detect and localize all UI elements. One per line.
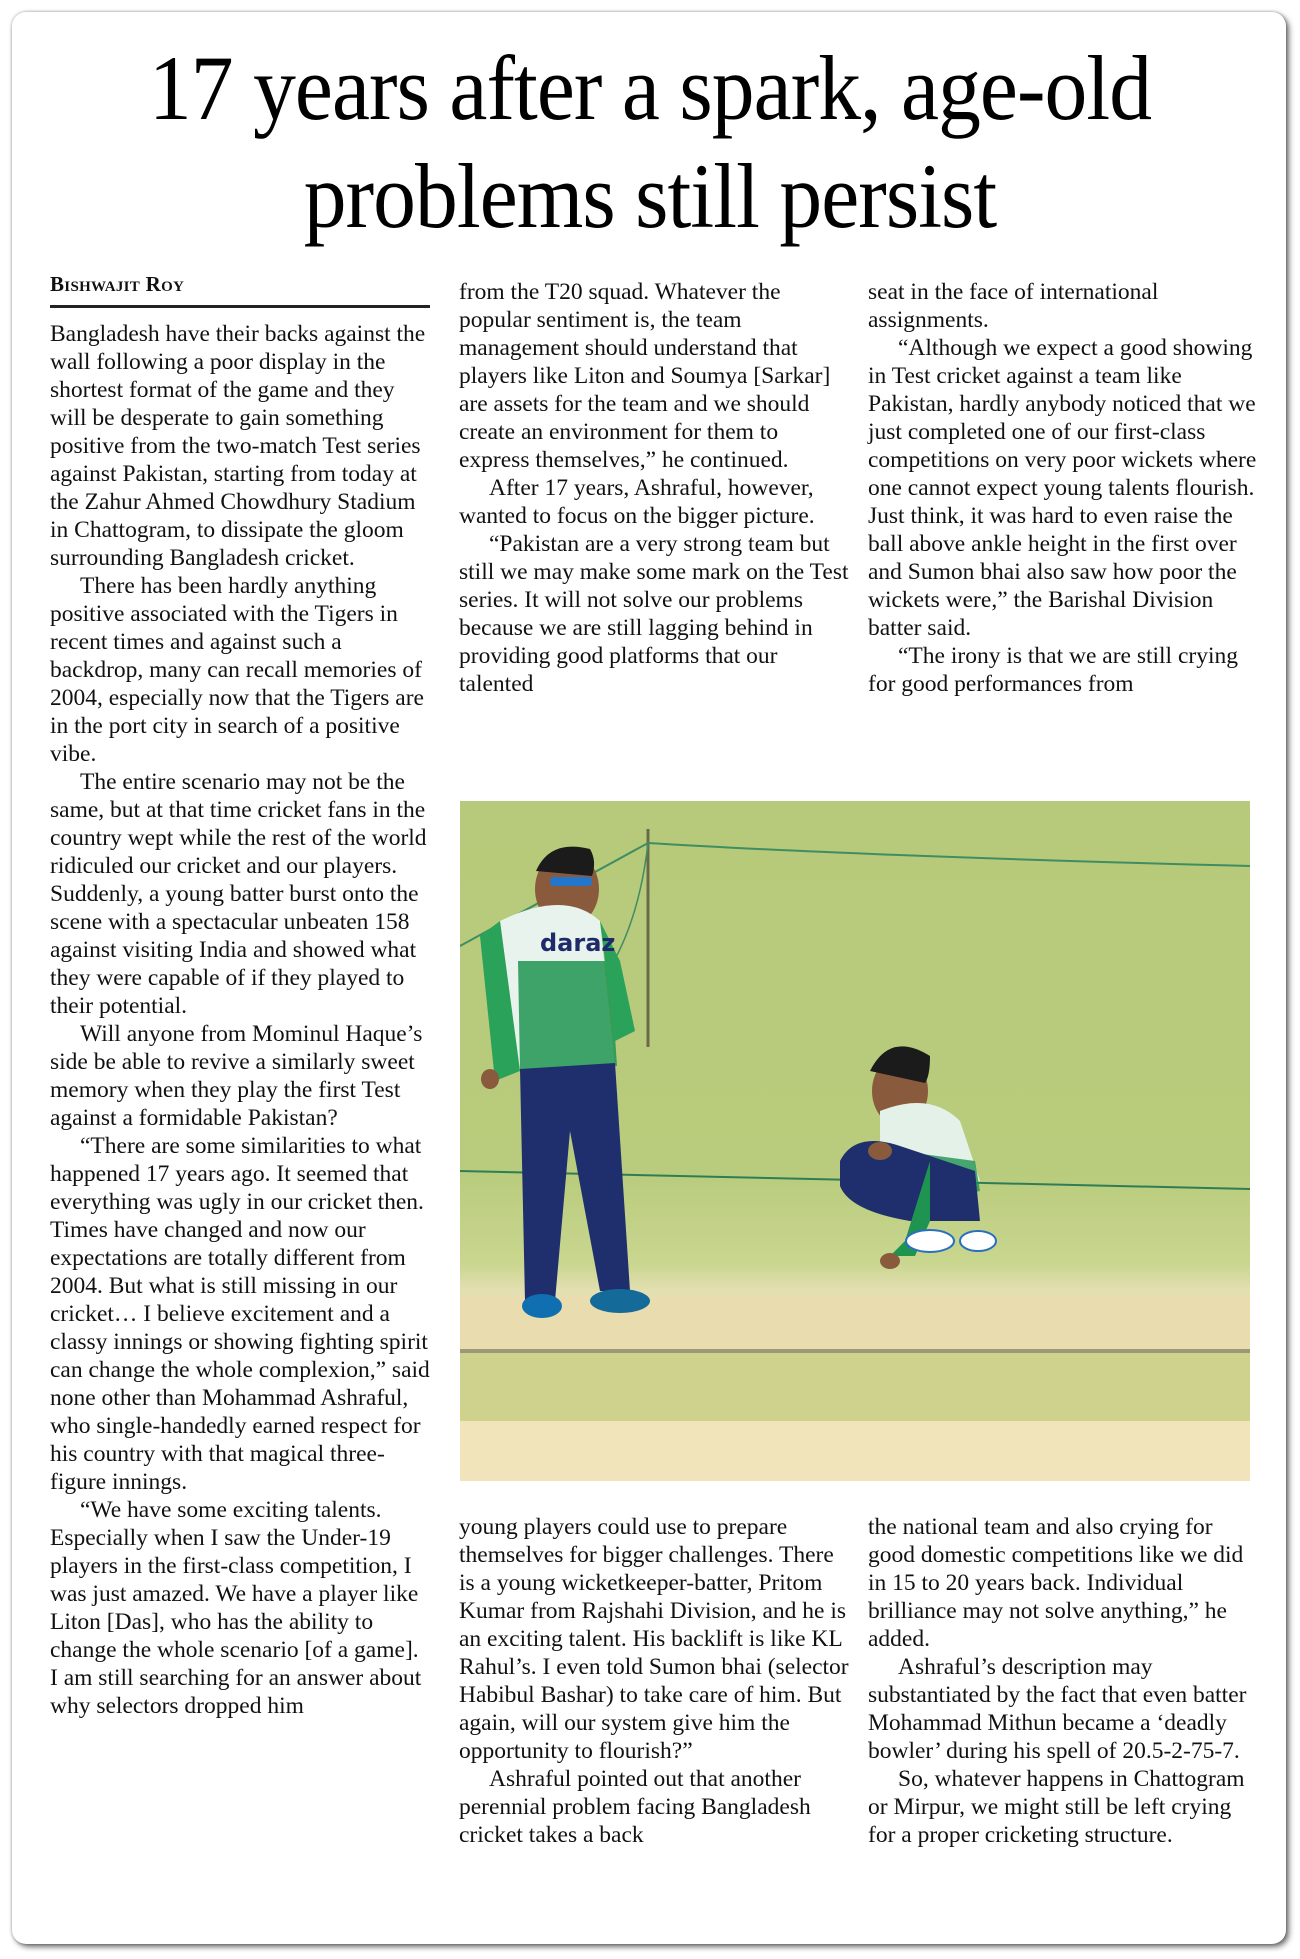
photo-illustration xyxy=(460,801,1250,1481)
article-paragraph: “Pakistan are a very strong team but still we may make some mark on the Test series. It will not solve our problems because we are still lagging behind in providing good platforms that our talented xyxy=(459,531,849,697)
article-paragraph: Ashraful pointed out that another perennial problem facing Bangladesh cricket takes a back xyxy=(459,1766,811,1848)
article-paragraph: the national team and also crying for good domestic competitions like we did in 15 to 20 years back. Individual brilliance may not solve anything,” he added. xyxy=(868,1514,1244,1652)
article-paragraph: After 17 years, Ashraful, however, wanted to focus on the bigger picture. xyxy=(459,475,815,529)
pitch-surface xyxy=(460,1296,1250,1351)
headline-line-1: 17 years after a spark, age-old xyxy=(148,37,1152,139)
article-paragraph: Bangladesh have their backs against the wall following a poor display in the shortest format of the game and they will be desperate to gain something positive from the two-match Test series against Pakistan, starting from today at the Zahur Ahmed Chowdhury Stadium in Chattogram, to dissipate the gloom surrounding Bangladesh cricket. xyxy=(50,321,426,571)
article-paragraph: “We have some exciting talents. Especially when I saw the Under-19 players in the first-class competition, I was just amazed. We have a player like Liton [Das], who has the ability to change the whole scenario [of a game]. I am still searching for an answer about why selectors dropped him xyxy=(50,1497,422,1719)
headline xyxy=(46,34,1255,250)
column-3-bottom xyxy=(868,1513,1263,1849)
article-paragraph: “The irony is that we are still crying for good performances from xyxy=(868,643,1238,697)
byline: Bishwajit Roy xyxy=(50,272,185,296)
crouching-player xyxy=(840,1046,996,1269)
article-paragraph: “Although we expect a good showing in Test cricket against a team like Pakistan, hardly anybody noticed that we just completed one of our first-class competitions on very poor wickets where one cannot expect young talents flourish. Just think, it was hard to even raise the ball above ankle height in the first over and Sumon bhai also saw how poor the wickets were,” the Barishal Division batter said. xyxy=(868,335,1257,641)
column-2-top xyxy=(459,278,854,698)
article-paragraph: So, whatever happens in Chattogram or Mirpur, we might still be left crying for a proper cricketing structure. xyxy=(868,1766,1245,1848)
jersey-sponsor-text: daraz xyxy=(540,929,616,957)
headline-line-2: problems still persist xyxy=(303,145,997,247)
pitch-grass xyxy=(460,1353,1250,1421)
article-paragraph: “There are some similarities to what happened 17 years ago. It seemed that everything was ugly in our cricket then. Times have changed and now our expectations are totally different from 2004. But what is still missing in our cricket… I believe excitement and a classy innings or showing fighting spirit can change the whole complexion,” said none other than Mohammad Ashraful, who single-handedly earned respect for his country with that magical three-figure innings. xyxy=(50,1133,430,1495)
column-3-top xyxy=(868,278,1263,698)
byline-divider xyxy=(50,305,430,308)
crease-area xyxy=(460,1421,1250,1481)
column-2-bottom xyxy=(459,1513,854,1849)
pitch-edge xyxy=(460,1349,1250,1353)
article-paragraph: from the T20 squad. Whatever the popular sentiment is, the team management should understand that players like Liton and Soumya [Sarkar] are assets for the team and we should create an environment for them to express themselves,” he continued. xyxy=(459,279,831,473)
article-paragraph: seat in the face of international assignments. xyxy=(868,279,1159,333)
article-paragraph: There has been hardly anything positive associated with the Tigers in recent times and against such a backdrop, many can recall memories of 2004, especially now that the Tigers are in the port city in search of a positive vibe. xyxy=(50,573,424,767)
article-paragraph: Ashraful’s description may substantiated by the fact that even batter Mohammad Mithun became a ‘deadly bowler’ during his spell of 20.5-2-75-7. xyxy=(868,1654,1247,1764)
standing-coach xyxy=(480,847,650,1318)
article-photo xyxy=(460,801,1250,1481)
column-1 xyxy=(50,320,432,1720)
article-paragraph: young players could use to prepare themselves for bigger challenges. There is a young wicketkeeper-batter, Pritom Kumar from Rajshahi Division, and he is an exciting talent. His backlift is like KL Rahul’s. I even told Sumon bhai (selector Habibul Bashar) to take care of him. But again, will our system give him the opportunity to flourish?” xyxy=(459,1514,849,1764)
article-paragraph: The entire scenario may not be the same, but at that time cricket fans in the country wept while the rest of the world ridiculed our cricket and our players. Suddenly, a young batter burst onto the scene with a spectacular unbeaten 158 against visiting India and showed what they were capable of if they played to their potential. xyxy=(50,769,427,1019)
article-paragraph: Will anyone from Mominul Haque’s side be able to revive a similarly sweet memory when they play the first Test against a formidable Pakistan? xyxy=(50,1021,423,1131)
